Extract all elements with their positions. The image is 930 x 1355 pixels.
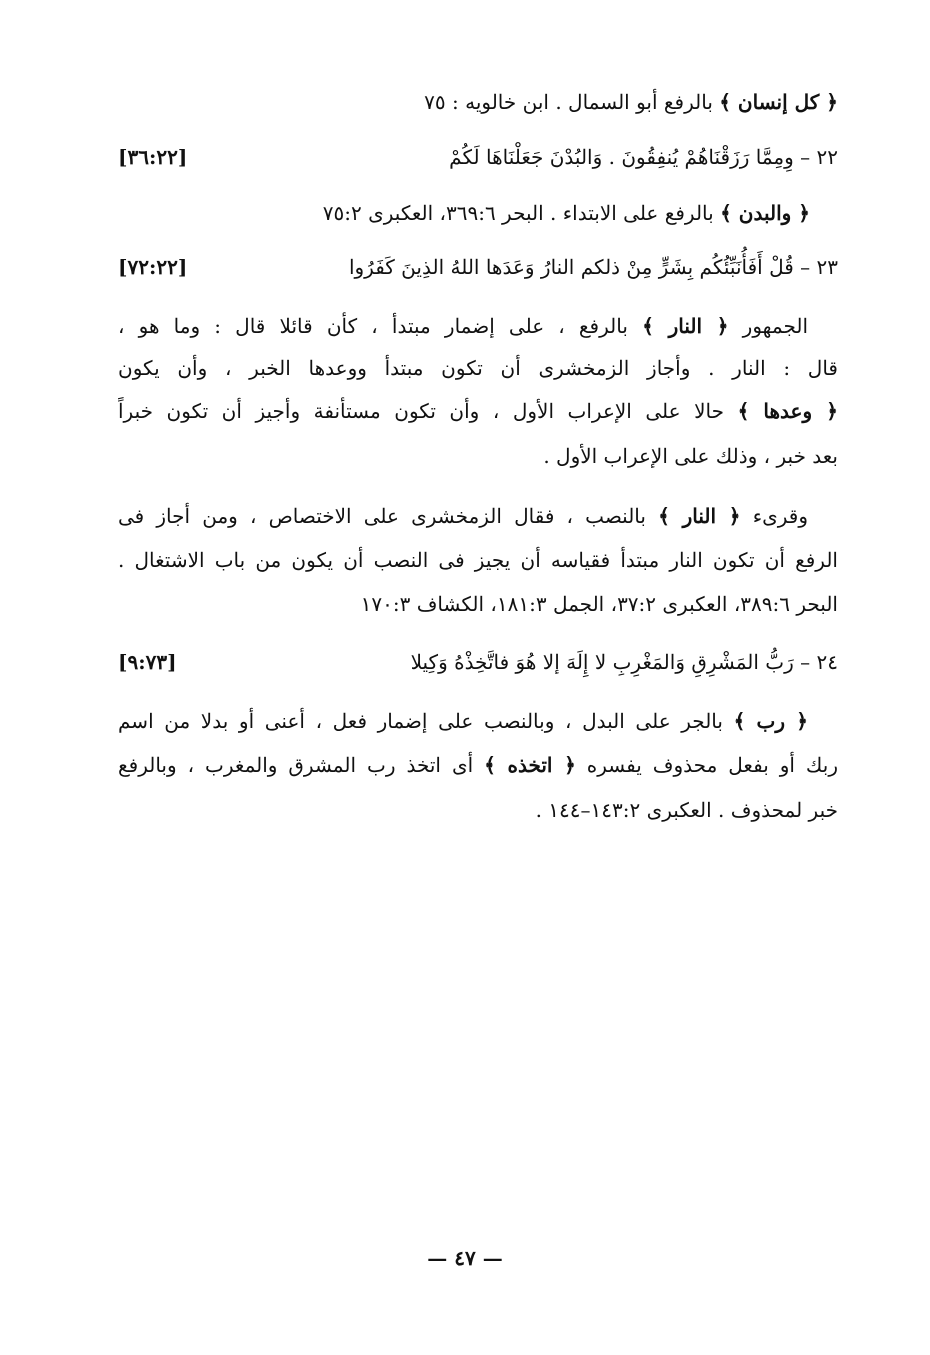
verse-text: ٢٤ – رَبُّ المَشْرِقِ وَالمَغْرِبِ لا إِلَهَ إلا هُوَ فاتَّخِذْهُ وَكِيلا	[410, 650, 838, 674]
note-line: قال : النار . وأجاز الزمخشرى أن تكون مبتدأ ووعدها الخبر ، وأن يكون	[118, 356, 838, 380]
note-text: بالرفع ، على إضمار مبتدأ ، كأن قائلا قال : وما هو ،	[118, 314, 628, 338]
note-text: بالرفع أبو السمال . ابن خالويه : ٧٥	[424, 90, 713, 114]
note-text: بالنصب ، فقال الزمخشرى على الاختصاص ، ومن أجاز فى	[118, 504, 646, 528]
note-text: ربك أو بفعل محذوف يفسره	[586, 753, 838, 777]
note-line: الرفع أن تكون النار مبتدأ فقياسه أن يجيز فى النصب أن يكون من باب الاشتغال .	[118, 548, 838, 572]
note-line	[118, 88, 838, 116]
verse-line	[118, 647, 838, 677]
note-text: حالا على الإعراب الأول ، وأن تكون مستأنفة وأجيز أن تكون خبراً	[118, 399, 725, 423]
note-text: الجمهور	[742, 314, 808, 338]
note-line: البحر ٣٨٩:٦، العكبرى ٣٧:٢، الجمل ١٨١:٣، الكشاف ١٧٠:٣	[360, 592, 838, 616]
keyword: ﴿ والبدن ﴾	[720, 201, 810, 225]
keyword: ﴿ وعدها ﴾	[737, 399, 838, 423]
note-text: بالرفع على الابتداء . البحر ٣٦٩:٦، العكبرى ٧٥:٢	[322, 201, 714, 225]
note-line	[118, 199, 810, 227]
note-text: وقرىء	[752, 504, 808, 528]
verse-reference: [٩:٧٣]	[118, 650, 177, 674]
note-line: خبر لمحذوف . العكبرى ١٤٣:٢–١٤٤ .	[535, 798, 838, 822]
verse-text: ٢٣ – قُلْ أَفَأُنَبِّئُكُم بِشَرٍّ مِنْ ذلكم النارُ وَعَدَها اللهُ الذِينَ كَفَرُوا	[348, 255, 838, 279]
verse-line	[118, 142, 838, 172]
keyword: ﴿ كل إنسان ﴾	[719, 90, 838, 114]
keyword: ﴿ النار ﴾	[642, 314, 729, 338]
keyword: ﴿ النار ﴾	[658, 504, 741, 528]
keyword: ﴿ اتخذه ﴾	[484, 753, 576, 777]
verse-line	[118, 252, 838, 282]
note-line	[118, 312, 808, 340]
verse-reference: [٧٢:٢٢]	[118, 255, 188, 279]
note-line	[118, 751, 838, 779]
page-number: — ٤٧ —	[427, 1246, 503, 1270]
note-line: بعد خبر ، وذلك على الإعراب الأول .	[543, 444, 838, 468]
note-line	[118, 502, 808, 530]
keyword: ﴿ رب ﴾	[733, 709, 808, 733]
verse-reference: [٣٦:٢٢]	[118, 145, 188, 169]
verse-text: ٢٢ – وِمِمَّا رَزَقْنَاهُمْ يُنفِقُونَ . وَالبُدْنَ جَعَلْنَاهَا لَكُمْ	[449, 145, 838, 169]
note-line	[118, 707, 808, 735]
note-text: أى اتخذ رب المشرق والمغرب ، وبالرفع	[118, 753, 474, 777]
note-text: بالجر على البدل ، وبالنصب على إضمار فعل ، أعنى أو بدلا من اسم	[118, 709, 723, 733]
note-line	[118, 397, 838, 425]
